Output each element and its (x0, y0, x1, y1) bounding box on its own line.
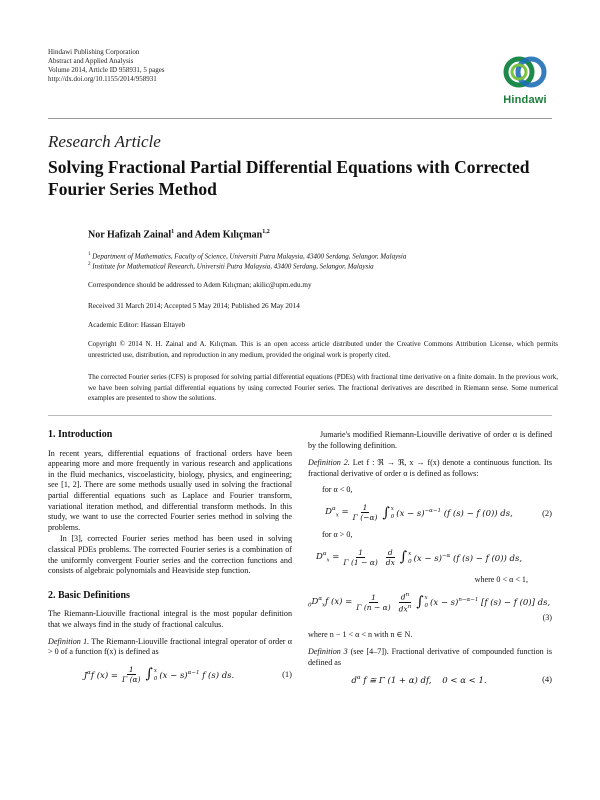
left-column (48, 430, 292, 692)
abstract: The corrected Fourier series (CFS) is proposed for solving partial differential equations (PDEs) with fractional time derivative on a finite domain. In the previous work, we have been solving partial differential equations by using corrected Fourier series. The fractional derivatives are described in Riemann sense. Some numerical examples are presented to show the solutions. (88, 373, 558, 402)
journal-name: Abstract and Applied Analysis (48, 57, 134, 65)
affiliation-1: $^1$ Department of Mathematics, Faculty of Science, Universiti Putra Malaysia, 43400 Serdang, Selangor, Malaysia (88, 252, 407, 261)
equation-2: $D^\alpha_x$ = $\frac{1}{\Gamma (-\alpha)}$ ∫ x 0 $(x - s)^{-\alpha-1}$ (f (s) − f (0)) ds, (2) (325, 503, 552, 523)
section-rule (48, 415, 552, 416)
condition: for α > 0, (322, 529, 353, 539)
journal-header (48, 48, 165, 84)
paragraph: In [3], corrected Fourier series method has been used in solving classical PDEs problems. The corrected Fourier series is a combination of the uniformly convergent Fourier series and the correction functions and consists of algebraic polynomials and Heaviside step function. (48, 534, 292, 576)
section-heading: 2. Basic Definitions (48, 589, 130, 601)
volume-info: Volume 2014, Article ID 958931, 5 pages (48, 66, 165, 74)
article-title: Solving Fractional Partial Differential Equations with Corrected Fourier Series Method (48, 157, 530, 199)
paragraph: The Riemann-Liouville fractional integral is the most popular definition that we always find in the study of fractional calculus. (48, 609, 292, 629)
academic-editor: Academic Editor: Hassan Eltayeb (88, 321, 186, 329)
publisher: Hindawi Publishing Corporation (48, 48, 140, 56)
author-name: Adem Kılıçman (194, 229, 263, 241)
publication-dates: Received 31 March 2014; Accepted 5 May 2014; Published 26 May 2014 (88, 302, 300, 310)
equation-3b: $_0D^\alpha_xf$ (x) = $\frac{1}{\Gamma (n - \alpha)}$ $\frac{d^n}{dx^n}$ ∫ x 0 $(x - s)^{n-\alpha-1}$ [f (s) − f (0)] ds, (308, 592, 551, 614)
equation-number: (1) (282, 669, 292, 680)
equation-number: (2) (542, 507, 552, 518)
condition: where 0 < α < 1, (474, 574, 528, 584)
condition: for α < 0, (322, 485, 353, 495)
right-column (308, 430, 552, 691)
author-affiliation-mark: 1 (171, 229, 175, 235)
equation-number: (4) (542, 674, 552, 685)
hindawi-logo-text: Hindawi (503, 94, 547, 106)
author-affiliation-mark: 1,2 (262, 229, 270, 235)
definition-1: Definition 1. The Riemann-Liouville fractional integral operator of order α > 0 of a function f(x) is defined as (48, 636, 292, 657)
paragraph: Jumarie's modified Riemann-Liouville derivative of order α is defined by the following definition. (308, 430, 552, 450)
correspondence: Correspondence should be addressed to Adem Kılıçman; akilic@upm.edu.my (88, 281, 312, 289)
paragraph: In recent years, differential equations of fractional orders have been appearing more and more frequently in various research and applications in the fluid mechanics, viscoelasticity, biology, physics, and engineering; see [1, 2]. There are some methods usually used in solving the fractional partial differential equations such as Laplace and Fourier transform, variational iteration method, and differential transform methods. In this study, we want to use the corrected Fourier series method in solving the problems. (48, 448, 292, 532)
equation-number: (3) (542, 613, 552, 623)
condition: where n − 1 < α < n with n ∈ N. (308, 629, 413, 639)
copyright-notice: Copyright © 2014 N. H. Zainal and A. Kılıçman. This is an open access article distributed under the Creative Commons Attribution License, which permits unrestricted use, distribution, and reproduction in any medium, provided the original work is properly cited. (88, 340, 558, 359)
equation-3a: $D^\alpha_x$ = $\frac{1}{\Gamma (1 - \alpha)}$ $\frac{d}{dx}$ ∫ x 0 $(x - s)^{-\alpha}$ (f (s) − f (0)) ds, (315, 548, 523, 568)
header-rule (48, 118, 552, 119)
affiliation-2: $^2$ Institute for Mathematical Research, Universiti Putra Malaysia, 43400 Serdang, Selangor, Malaysia (88, 262, 374, 271)
definition-3: Definition 3 (see [4–7]). Fractional derivative of compounded function is defined as (308, 647, 552, 667)
doi-link[interactable]: http://dx.doi.org/10.1155/2014/958931 (48, 75, 157, 83)
equation-4: $d^\alpha$ f ≅ Γ (1 + α) df, 0 < α < 1. (4) (351, 674, 552, 686)
author-name: Nor Hafizah Zainal (88, 229, 172, 241)
author-list (88, 229, 270, 240)
section-heading: 1. Introduction (48, 429, 113, 440)
equation-1: $J^\alpha f$ (x) = $\frac{1}{\Gamma (\alpha)}$ ∫ x 0 $(x - s)^{\alpha-1}$ f (s) ds. (1) (83, 665, 292, 685)
definition-2: Definition 2. Let f : ℜ → ℜ, x → f(x) denote a continuous function. Its fractional derivative of order α is defined as follows: (308, 458, 552, 478)
article-type: Research Article (48, 132, 161, 151)
author-conjunction: and (176, 229, 193, 241)
